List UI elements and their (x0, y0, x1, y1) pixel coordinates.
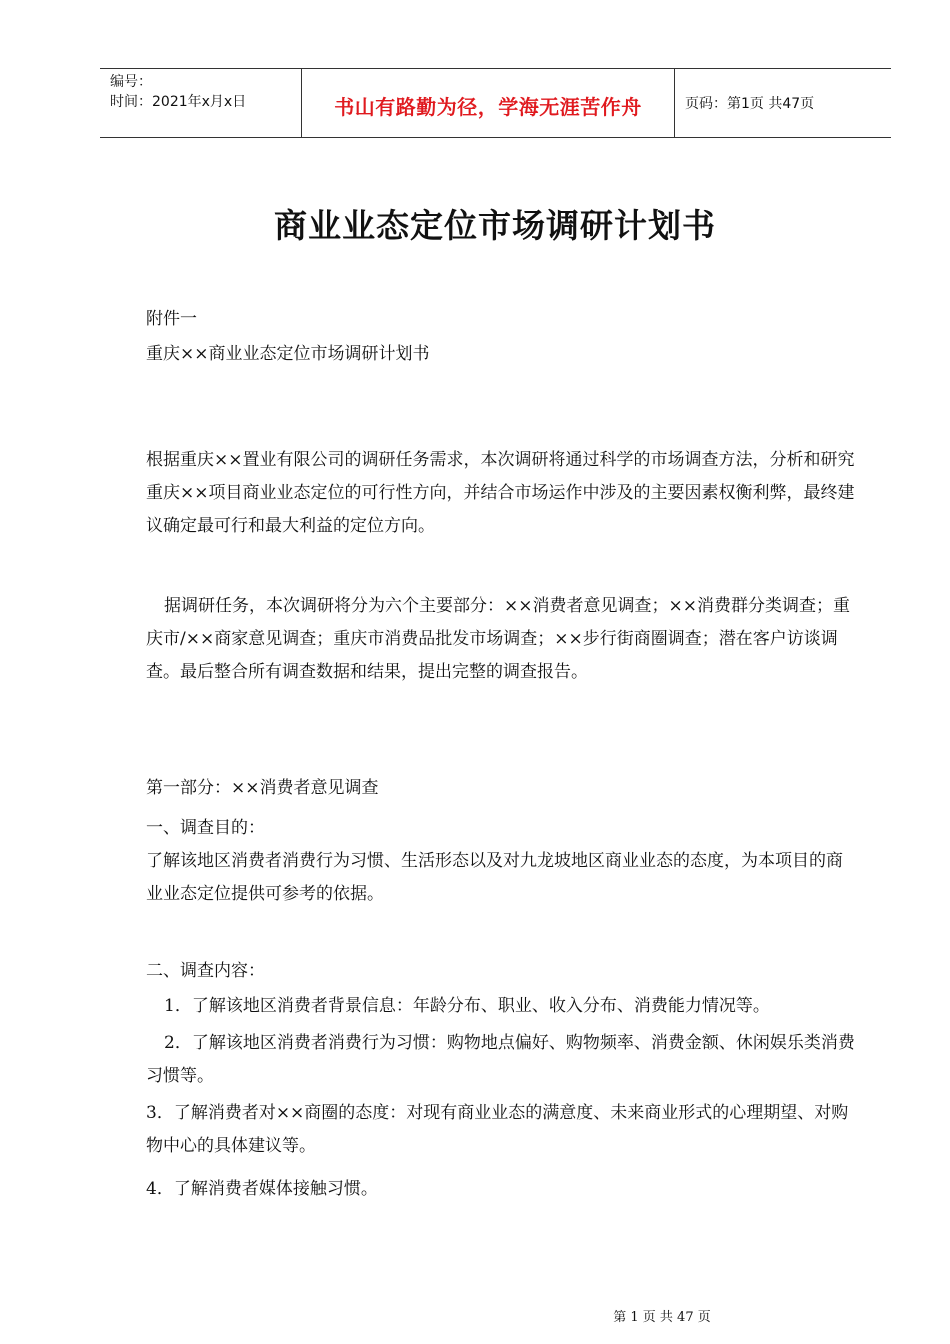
document-subtitle: 重庆××商业业态定位市场调研计划书 (146, 344, 430, 364)
page-footer: 第 1 页 共 47 页 (613, 1310, 711, 1325)
content-item-4: 4．了解消费者媒体接触习惯。 (146, 1179, 378, 1199)
part1-heading: 第一部分：××消费者意见调查 (146, 778, 379, 798)
page-header-table (100, 68, 891, 138)
header-motto-cell (302, 69, 675, 137)
tasks-paragraph: 据调研任务，本次调研将分为六个主要部分：××消费者意见调查；××消费群分类调查；重庆市/××商家意见调查；重庆市消费品批发市场调查；××步行街商圈调查；潜在客户访谈调查。最后整合所有调查数据和结果，提出完整的调查报告。 (146, 596, 850, 682)
header-meta-cell (100, 69, 302, 137)
purpose-heading: 一、调查目的： (146, 818, 265, 838)
content-item-3: 3．了解消费者对××商圈的态度：对现有商业业态的满意度、未来商业形式的心理期望、对购物中心的具体建议等。 (146, 1103, 849, 1156)
content-heading: 二、调查内容： (146, 961, 265, 981)
header-page-cell (675, 69, 891, 137)
time-label: 时间：2021年x月x日 (110, 94, 247, 110)
serial-label: 编号： (110, 74, 152, 90)
document-title: 商业业态定位市场调研计划书 (274, 206, 716, 245)
content-item-2: 2．了解该地区消费者消费行为习惯：购物地点偏好、购物频率、消费金额、休闲娱乐类消费习惯等。 (146, 1033, 855, 1086)
motto-text: 书山有路勤为径，学海无涯苦作舟 (334, 95, 642, 119)
intro-paragraph: 根据重庆××置业有限公司的调研任务需求，本次调研将通过科学的市场调查方法，分析和研究重庆××项目商业业态定位的可行性方向，并结合市场运作中涉及的主要因素权衡利弊，最终建议确定最可行和最大利益的定位方向。 (146, 450, 855, 536)
attachment-label: 附件一 (146, 309, 197, 329)
page-code: 页码：第1页 共47页 (685, 96, 815, 112)
content-item-1: 1．了解该地区消费者背景信息：年龄分布、职业、收入分布、消费能力情况等。 (164, 996, 770, 1016)
purpose-text: 了解该地区消费者消费行为习惯、生活形态以及对九龙坡地区商业业态的态度，为本项目的商业业态定位提供可参考的依据。 (146, 851, 843, 904)
